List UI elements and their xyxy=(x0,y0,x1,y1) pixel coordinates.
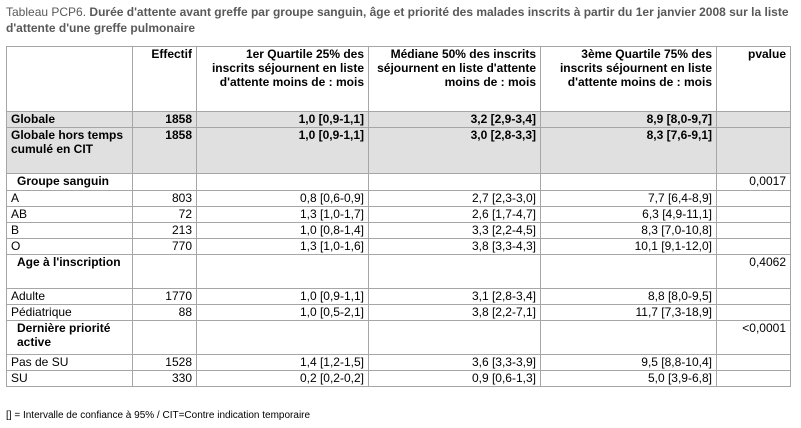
cell-q1 xyxy=(197,321,369,355)
row-label: O xyxy=(7,239,133,255)
row-label: Pédiatrique xyxy=(7,305,133,321)
cell-q1: 0,2 [0,2-0,2] xyxy=(197,371,369,387)
cell-pvalue xyxy=(717,289,791,305)
cell-median: 3,8 [3,3-4,3] xyxy=(369,239,541,255)
caption-label: Tableau PCP6. xyxy=(6,5,87,19)
cell-pvalue: 0,0017 xyxy=(717,174,791,191)
cell-q3: 9,5 [8,8-10,4] xyxy=(541,355,717,371)
cell-q1: 1,0 [0,9-1,1] xyxy=(197,128,369,174)
table-row xyxy=(7,255,791,289)
section-label: Age à l'inscription xyxy=(7,255,133,289)
cell-pvalue xyxy=(717,239,791,255)
cell-effectif: 213 xyxy=(133,223,197,239)
cell-q1: 1,0 [0,9-1,1] xyxy=(197,289,369,305)
row-label: Globale xyxy=(7,112,133,128)
cell-pvalue: 0,4062 xyxy=(717,255,791,289)
cell-effectif: 1770 xyxy=(133,289,197,305)
cell-effectif: 88 xyxy=(133,305,197,321)
cell-pvalue xyxy=(717,371,791,387)
cell-pvalue xyxy=(717,191,791,207)
table-row xyxy=(7,223,791,239)
cell-q1: 1,4 [1,2-1,5] xyxy=(197,355,369,371)
cell-pvalue xyxy=(717,223,791,239)
cell-q3: 8,3 [7,0-10,8] xyxy=(541,223,717,239)
cell-q3: 8,8 [8,0-9,5] xyxy=(541,289,717,305)
row-label: SU xyxy=(7,371,133,387)
cell-effectif: 803 xyxy=(133,191,197,207)
cell-effectif: 1858 xyxy=(133,112,197,128)
table-row xyxy=(7,207,791,223)
table-row xyxy=(7,128,791,174)
cell-pvalue xyxy=(717,128,791,174)
table-row xyxy=(7,321,791,355)
cell-q1: 1,3 [1,0-1,7] xyxy=(197,207,369,223)
cell-median xyxy=(369,321,541,355)
cell-q3 xyxy=(541,321,717,355)
cell-q1: 1,3 [1,0-1,6] xyxy=(197,239,369,255)
cell-effectif: 1858 xyxy=(133,128,197,174)
cell-median: 3,6 [3,3-3,9] xyxy=(369,355,541,371)
row-label: A xyxy=(7,191,133,207)
row-label: AB xyxy=(7,207,133,223)
cell-effectif: 72 xyxy=(133,207,197,223)
cell-q3 xyxy=(541,174,717,191)
cell-median: 3,0 [2,8-3,3] xyxy=(369,128,541,174)
cell-q1 xyxy=(197,174,369,191)
cell-median xyxy=(369,255,541,289)
cell-q3: 8,3 [7,6-9,1] xyxy=(541,128,717,174)
row-label: Globale hors temps cumulé en CIT xyxy=(7,128,133,174)
cell-pvalue xyxy=(717,305,791,321)
cell-q3: 8,9 [8,0-9,7] xyxy=(541,112,717,128)
cell-pvalue: <0,0001 xyxy=(717,321,791,355)
cell-median: 3,8 [2,2-7,1] xyxy=(369,305,541,321)
cell-q3: 10,1 [9,1-12,0] xyxy=(541,239,717,255)
header-q3: 3ème Quartile 75% des inscrits séjournent en liste d'attente moins de : mois xyxy=(541,47,717,112)
cell-effectif: 1528 xyxy=(133,355,197,371)
cell-median: 2,7 [2,3-3,0] xyxy=(369,191,541,207)
cell-median: 3,1 [2,8-3,4] xyxy=(369,289,541,305)
cell-q3: 5,0 [3,9-6,8] xyxy=(541,371,717,387)
cell-effectif: 330 xyxy=(133,371,197,387)
header-q1: 1er Quartile 25% des inscrits séjournent en liste d'attente moins de : mois xyxy=(197,47,369,112)
header-effectif: Effectif xyxy=(133,47,197,112)
cell-q3 xyxy=(541,255,717,289)
table-row xyxy=(7,239,791,255)
cell-median: 2,6 [1,7-4,7] xyxy=(369,207,541,223)
header-row xyxy=(7,47,791,112)
table-row xyxy=(7,112,791,128)
cell-effectif xyxy=(133,174,197,191)
cell-median xyxy=(369,174,541,191)
cell-q3: 7,7 [6,4-8,9] xyxy=(541,191,717,207)
section-label: Groupe sanguin xyxy=(7,174,133,191)
cell-q3: 11,7 [7,3-18,9] xyxy=(541,305,717,321)
footnote: [] = Intervalle de confiance à 95% / CIT=Contre indication temporaire xyxy=(6,410,311,421)
table-row xyxy=(7,174,791,191)
table-row xyxy=(7,371,791,387)
waiting-time-table xyxy=(6,46,791,387)
table-row xyxy=(7,289,791,305)
cell-effectif: 770 xyxy=(133,239,197,255)
header-cell xyxy=(7,47,133,112)
cell-median: 3,2 [2,9-3,4] xyxy=(369,112,541,128)
cell-effectif xyxy=(133,321,197,355)
cell-q1 xyxy=(197,255,369,289)
cell-effectif xyxy=(133,255,197,289)
table-caption xyxy=(6,4,796,36)
table-row xyxy=(7,355,791,371)
table-row xyxy=(7,305,791,321)
header-pvalue: pvalue xyxy=(717,47,791,112)
cell-pvalue xyxy=(717,112,791,128)
cell-median: 0,9 [0,6-1,3] xyxy=(369,371,541,387)
header-median: Médiane 50% des inscrits séjournent en liste d'attente moins de : mois xyxy=(369,47,541,112)
cell-q1: 1,0 [0,5-2,1] xyxy=(197,305,369,321)
row-label: Pas de SU xyxy=(7,355,133,371)
table-row xyxy=(7,191,791,207)
section-label: Dernière priorité active xyxy=(7,321,133,355)
row-label: B xyxy=(7,223,133,239)
cell-pvalue xyxy=(717,355,791,371)
row-label: Adulte xyxy=(7,289,133,305)
cell-median: 3,3 [2,2-4,5] xyxy=(369,223,541,239)
cell-q3: 6,3 [4,9-11,1] xyxy=(541,207,717,223)
caption-text: Durée d'attente avant greffe par groupe sanguin, âge et priorité des malades inscrits à partir du 1er janvier 2008 sur la liste d'attente d'une greffe pulmonaire xyxy=(6,5,789,35)
cell-q1: 1,0 [0,9-1,1] xyxy=(197,112,369,128)
cell-q1: 1,0 [0,8-1,4] xyxy=(197,223,369,239)
cell-pvalue xyxy=(717,207,791,223)
cell-q1: 0,8 [0,6-0,9] xyxy=(197,191,369,207)
